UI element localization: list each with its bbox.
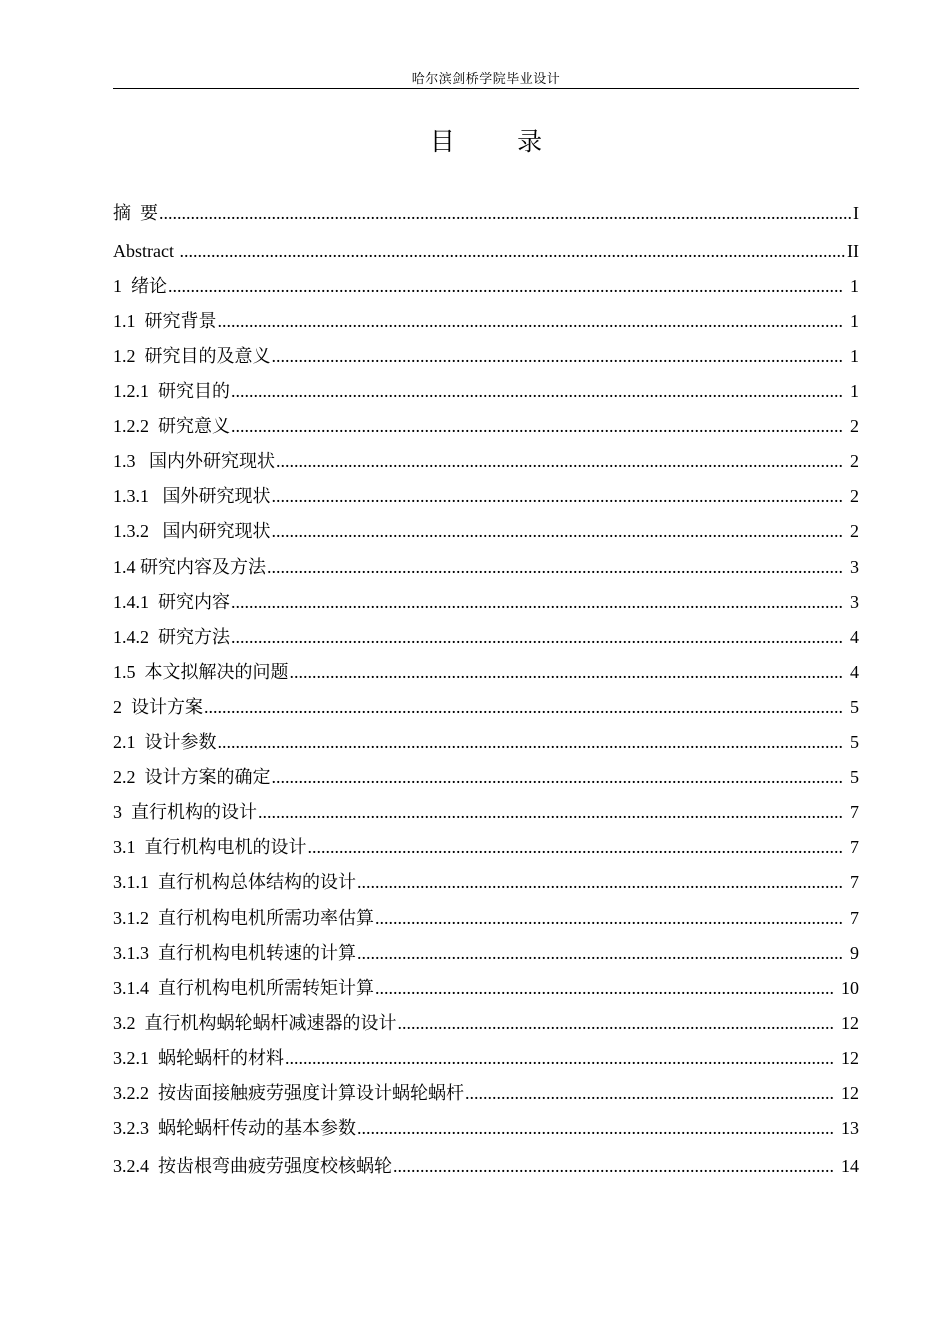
toc-dot-leader bbox=[398, 1012, 835, 1034]
toc-entry-label: 1.2.1 研究目的 bbox=[113, 381, 230, 401]
toc-entry-label: 3.1.4 直行机构电机所需转矩计算 bbox=[113, 978, 374, 998]
toc-entry[interactable] bbox=[113, 624, 859, 648]
toc-entry-page-number: 2 bbox=[845, 451, 859, 471]
toc-entry-label: 3.2.1 蜗轮蜗杆的材料 bbox=[113, 1048, 284, 1068]
toc-entry-page-number: 1 bbox=[845, 276, 859, 296]
toc-entry-page-number: 13 bbox=[836, 1118, 859, 1138]
toc-entry[interactable] bbox=[113, 378, 859, 402]
toc-entry[interactable] bbox=[113, 413, 859, 437]
toc-entry-label: 1.1 研究背景 bbox=[113, 311, 217, 331]
toc-dot-leader bbox=[276, 450, 844, 472]
toc-entry-page-number: II bbox=[847, 241, 859, 261]
toc-entry-page-number: 4 bbox=[845, 627, 859, 647]
toc-dot-leader bbox=[168, 275, 844, 297]
toc-entry-label: 1 绪论 bbox=[113, 276, 167, 296]
header-rule bbox=[113, 88, 859, 89]
toc-entry[interactable] bbox=[113, 554, 859, 578]
toc-entry-page-number: 7 bbox=[845, 872, 859, 892]
toc-entry-page-number: 7 bbox=[845, 908, 859, 928]
toc-entry-label: 3.1.2 直行机构电机所需功率估算 bbox=[113, 908, 374, 928]
toc-entry[interactable] bbox=[113, 729, 859, 753]
toc-entry[interactable] bbox=[113, 589, 859, 613]
toc-dot-leader bbox=[159, 202, 851, 224]
toc-entry-label: 摘 要 bbox=[113, 203, 158, 223]
toc-entry[interactable] bbox=[113, 1045, 859, 1069]
toc-entry-label: 1.2.2 研究意义 bbox=[113, 416, 230, 436]
toc-entry-page-number: 7 bbox=[845, 837, 859, 857]
toc-entry-label: 3.2 直行机构蜗轮蜗杆减速器的设计 bbox=[113, 1013, 397, 1033]
toc-dot-leader bbox=[357, 1117, 835, 1139]
toc-dot-leader bbox=[231, 415, 844, 437]
toc-dot-leader bbox=[179, 240, 845, 262]
toc-dot-leader bbox=[204, 696, 844, 718]
toc-dot-leader bbox=[272, 345, 844, 367]
toc-entry[interactable] bbox=[113, 1010, 859, 1034]
toc-entry[interactable] bbox=[113, 869, 859, 893]
toc-entry-label: 1.4.1 研究内容 bbox=[113, 592, 230, 612]
toc-dot-leader bbox=[231, 626, 844, 648]
toc-entry-page-number: 5 bbox=[845, 732, 859, 752]
toc-entry-label: 2.1 设计参数 bbox=[113, 732, 217, 752]
toc-entry[interactable] bbox=[113, 518, 859, 542]
toc-dot-leader bbox=[375, 977, 835, 999]
toc-entry[interactable] bbox=[113, 1153, 859, 1177]
toc-dot-leader bbox=[465, 1082, 835, 1104]
toc-entry-page-number: 3 bbox=[845, 592, 859, 612]
toc-entry-label: 1.3.2 国内研究现状 bbox=[113, 521, 271, 541]
toc-dot-leader bbox=[308, 836, 844, 858]
toc-entry[interactable] bbox=[113, 694, 859, 718]
toc-entry-label: 3.1.1 直行机构总体结构的设计 bbox=[113, 872, 356, 892]
toc-entry-page-number: I bbox=[853, 203, 859, 223]
running-header: 哈尔滨剑桥学院毕业设计 bbox=[411, 71, 561, 86]
toc-entry[interactable] bbox=[113, 1115, 859, 1139]
toc-entry[interactable] bbox=[113, 273, 859, 297]
toc-entry-page-number: 3 bbox=[845, 557, 859, 577]
toc-entry[interactable] bbox=[113, 343, 859, 367]
toc-entry-page-number: 9 bbox=[845, 943, 859, 963]
toc-entry-label: 2.2 设计方案的确定 bbox=[113, 767, 271, 787]
toc-dot-leader bbox=[267, 556, 844, 578]
toc-dot-leader bbox=[285, 1047, 835, 1069]
toc-entry-page-number: 1 bbox=[845, 346, 859, 366]
toc-entry[interactable] bbox=[113, 799, 859, 823]
toc-entry-label: 3.2.4 按齿根弯曲疲劳强度校核蜗轮 bbox=[113, 1156, 392, 1176]
toc-entry-label: 3.1 直行机构电机的设计 bbox=[113, 837, 307, 857]
toc-entry[interactable] bbox=[113, 448, 859, 472]
toc-entry-label: 1.4.2 研究方法 bbox=[113, 627, 230, 647]
toc-entry-page-number: 10 bbox=[836, 978, 859, 998]
toc-entry-page-number: 5 bbox=[845, 767, 859, 787]
toc-entry[interactable] bbox=[113, 940, 859, 964]
toc-entry[interactable] bbox=[113, 1080, 859, 1104]
toc-dot-leader bbox=[290, 661, 844, 683]
toc-entry-page-number: 7 bbox=[845, 802, 859, 822]
toc-entry-page-number: 4 bbox=[845, 662, 859, 682]
toc-dot-leader bbox=[393, 1155, 835, 1177]
toc-entry[interactable] bbox=[113, 200, 859, 224]
toc-dot-leader bbox=[218, 310, 844, 332]
toc-entry-label: 2 设计方案 bbox=[113, 697, 203, 717]
toc-entry-label: 1.4 研究内容及方法 bbox=[113, 557, 266, 577]
toc-entry[interactable] bbox=[113, 834, 859, 858]
toc-dot-leader bbox=[272, 485, 844, 507]
toc-entry[interactable] bbox=[113, 905, 859, 929]
toc-dot-leader bbox=[231, 591, 844, 613]
toc-dot-leader bbox=[272, 520, 844, 542]
toc-entry-page-number: 12 bbox=[836, 1083, 859, 1103]
toc-entry-page-number: 12 bbox=[836, 1013, 859, 1033]
toc-entry-page-number: 2 bbox=[845, 486, 859, 506]
toc-entry-label: 3.2.3 蜗轮蜗杆传动的基本参数 bbox=[113, 1118, 356, 1138]
toc-dot-leader bbox=[375, 907, 844, 929]
toc-entry[interactable] bbox=[113, 975, 859, 999]
toc-entry[interactable] bbox=[113, 308, 859, 332]
toc-entry-label: 1.2 研究目的及意义 bbox=[113, 346, 271, 366]
toc-entry-label: 1.3 国内外研究现状 bbox=[113, 451, 275, 471]
toc-entry-page-number: 2 bbox=[845, 416, 859, 436]
toc-entry[interactable] bbox=[113, 238, 859, 262]
toc-entry-label: 3 直行机构的设计 bbox=[113, 802, 257, 822]
toc-dot-leader bbox=[357, 871, 844, 893]
toc-dot-leader bbox=[272, 766, 844, 788]
toc-entry-label: 1.5 本文拟解决的问题 bbox=[113, 662, 289, 682]
toc-entry-page-number: 12 bbox=[836, 1048, 859, 1068]
toc-entry-label: 3.2.2 按齿面接触疲劳强度计算设计蜗轮蜗杆 bbox=[113, 1083, 464, 1103]
toc-dot-leader bbox=[231, 380, 844, 402]
toc-entry-label: Abstract bbox=[113, 241, 179, 261]
toc-dot-leader bbox=[357, 942, 844, 964]
toc-entry[interactable] bbox=[113, 483, 859, 507]
toc-entry[interactable] bbox=[113, 659, 859, 683]
toc-entry-label: 3.1.3 直行机构电机转速的计算 bbox=[113, 943, 356, 963]
toc-entry-page-number: 5 bbox=[845, 697, 859, 717]
toc-entry[interactable] bbox=[113, 764, 859, 788]
toc-entry-page-number: 2 bbox=[845, 521, 859, 541]
toc-entry-label: 1.3.1 国外研究现状 bbox=[113, 486, 271, 506]
toc-entry-page-number: 1 bbox=[845, 311, 859, 331]
toc-entry-page-number: 1 bbox=[845, 381, 859, 401]
toc-dot-leader bbox=[258, 801, 844, 823]
toc-dot-leader bbox=[218, 731, 844, 753]
toc-title: 目 录 bbox=[429, 129, 571, 156]
toc-entry-page-number: 14 bbox=[836, 1156, 859, 1176]
